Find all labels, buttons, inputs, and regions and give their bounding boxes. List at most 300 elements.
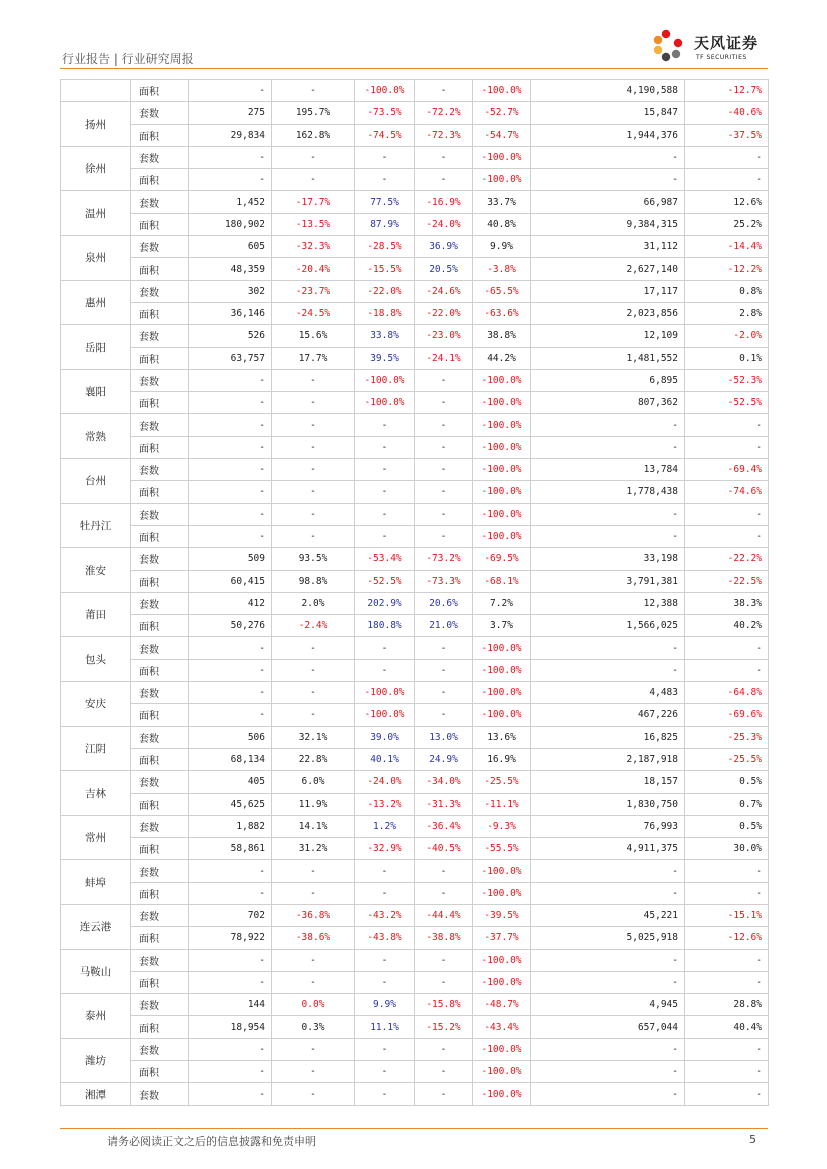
value-cell: 44.2% xyxy=(473,347,531,369)
value-cell: - xyxy=(415,704,473,726)
value-cell: - xyxy=(189,1038,272,1060)
value-cell: -100.0% xyxy=(473,860,531,882)
metric-label-cell: 面积 xyxy=(131,570,189,592)
value-cell: - xyxy=(415,860,473,882)
table-row xyxy=(61,481,769,503)
value-cell: 2,187,918 xyxy=(531,748,685,770)
value-cell: - xyxy=(189,169,272,191)
value-cell: - xyxy=(272,637,355,659)
value-cell: -100.0% xyxy=(355,80,415,102)
value-cell: 7.2% xyxy=(473,592,531,614)
value-cell: -22.2% xyxy=(685,548,769,570)
city-name-cell: 牡丹江 xyxy=(61,503,131,548)
metric-label-cell: 套数 xyxy=(131,1083,189,1105)
metric-label-cell: 套数 xyxy=(131,102,189,124)
value-cell: -18.8% xyxy=(355,302,415,324)
value-cell: 15.6% xyxy=(272,325,355,347)
value-cell: -22.0% xyxy=(415,302,473,324)
value-cell: 31.2% xyxy=(272,838,355,860)
table-row xyxy=(61,659,769,681)
value-cell: -24.0% xyxy=(415,213,473,235)
value-cell: 58,861 xyxy=(189,838,272,860)
value-cell: -69.4% xyxy=(685,459,769,481)
metric-label-cell: 套数 xyxy=(131,503,189,525)
value-cell: - xyxy=(531,436,685,458)
value-cell: -39.5% xyxy=(473,904,531,926)
value-cell: - xyxy=(685,971,769,993)
value-cell: 13,784 xyxy=(531,459,685,481)
table-row xyxy=(61,1038,769,1060)
metric-label-cell: 面积 xyxy=(131,347,189,369)
value-cell: 202.9% xyxy=(355,592,415,614)
city-name-cell: 惠州 xyxy=(61,280,131,325)
table-row xyxy=(61,146,769,168)
value-cell: - xyxy=(189,1083,272,1105)
value-cell: 40.1% xyxy=(355,748,415,770)
value-cell: 33.7% xyxy=(473,191,531,213)
value-cell: - xyxy=(272,146,355,168)
value-cell: -31.3% xyxy=(415,793,473,815)
metric-label-cell: 面积 xyxy=(131,1016,189,1038)
value-cell: - xyxy=(355,949,415,971)
value-cell: - xyxy=(415,659,473,681)
value-cell: - xyxy=(272,80,355,102)
value-cell: 13.6% xyxy=(473,726,531,748)
value-cell: -12.7% xyxy=(685,80,769,102)
value-cell: -100.0% xyxy=(473,436,531,458)
value-cell: 22.8% xyxy=(272,748,355,770)
city-name-cell: 温州 xyxy=(61,191,131,236)
value-cell: - xyxy=(531,949,685,971)
value-cell: - xyxy=(272,971,355,993)
city-name-cell: 泉州 xyxy=(61,236,131,281)
value-cell: 2.8% xyxy=(685,302,769,324)
table-row xyxy=(61,414,769,436)
value-cell: - xyxy=(531,414,685,436)
value-cell: 21.0% xyxy=(415,615,473,637)
table-row xyxy=(61,615,769,637)
value-cell: - xyxy=(415,459,473,481)
value-cell: -9.3% xyxy=(473,815,531,837)
value-cell: - xyxy=(531,525,685,547)
value-cell: 38.3% xyxy=(685,592,769,614)
value-cell: 9.9% xyxy=(473,236,531,258)
value-cell: - xyxy=(189,436,272,458)
value-cell: 48,359 xyxy=(189,258,272,280)
value-cell: - xyxy=(355,436,415,458)
metric-label-cell: 套数 xyxy=(131,414,189,436)
table-row xyxy=(61,1061,769,1083)
value-cell: -100.0% xyxy=(473,682,531,704)
value-cell: -13.2% xyxy=(355,793,415,815)
value-cell: - xyxy=(272,1038,355,1060)
city-name-cell: 扬州 xyxy=(61,102,131,147)
value-cell: 0.5% xyxy=(685,815,769,837)
city-name-cell: 台州 xyxy=(61,459,131,504)
value-cell: - xyxy=(355,1083,415,1105)
page-number: 5 xyxy=(749,1133,756,1146)
value-cell: - xyxy=(685,525,769,547)
value-cell: 180.8% xyxy=(355,615,415,637)
value-cell: 13.0% xyxy=(415,726,473,748)
value-cell: -100.0% xyxy=(473,971,531,993)
value-cell: - xyxy=(272,169,355,191)
value-cell: 77.5% xyxy=(355,191,415,213)
value-cell: - xyxy=(189,369,272,391)
value-cell: 1.2% xyxy=(355,815,415,837)
value-cell: -22.0% xyxy=(355,280,415,302)
value-cell: -12.6% xyxy=(685,927,769,949)
value-cell: - xyxy=(272,503,355,525)
value-cell: - xyxy=(531,971,685,993)
value-cell: -72.2% xyxy=(415,102,473,124)
value-cell: - xyxy=(685,503,769,525)
table-row xyxy=(61,392,769,414)
value-cell: - xyxy=(531,860,685,882)
value-cell: -72.3% xyxy=(415,124,473,146)
value-cell: - xyxy=(685,882,769,904)
table-row xyxy=(61,258,769,280)
value-cell: -100.0% xyxy=(473,1061,531,1083)
city-name-cell xyxy=(61,80,131,102)
value-cell: -43.2% xyxy=(355,904,415,926)
value-cell: - xyxy=(272,659,355,681)
metric-label-cell: 套数 xyxy=(131,682,189,704)
value-cell: -53.4% xyxy=(355,548,415,570)
value-cell: -17.7% xyxy=(272,191,355,213)
value-cell: 0.5% xyxy=(685,771,769,793)
value-cell: 3.7% xyxy=(473,615,531,637)
value-cell: 0.7% xyxy=(685,793,769,815)
value-cell: - xyxy=(355,525,415,547)
company-logo xyxy=(652,26,768,66)
value-cell: -52.5% xyxy=(685,392,769,414)
value-cell: -34.0% xyxy=(415,771,473,793)
value-cell: 467,226 xyxy=(531,704,685,726)
metric-label-cell: 套数 xyxy=(131,1038,189,1060)
value-cell: -100.0% xyxy=(355,682,415,704)
footer-divider xyxy=(60,1128,768,1129)
value-cell: 11.1% xyxy=(355,1016,415,1038)
header-divider xyxy=(60,68,768,69)
value-cell: - xyxy=(415,414,473,436)
value-cell: 807,362 xyxy=(531,392,685,414)
table-row xyxy=(61,280,769,302)
value-cell: 12.6% xyxy=(685,191,769,213)
value-cell: -69.6% xyxy=(685,704,769,726)
value-cell: -100.0% xyxy=(473,169,531,191)
value-cell: - xyxy=(189,637,272,659)
value-cell: -74.5% xyxy=(355,124,415,146)
value-cell: -25.5% xyxy=(685,748,769,770)
value-cell: -36.4% xyxy=(415,815,473,837)
value-cell: - xyxy=(415,436,473,458)
value-cell: 180,902 xyxy=(189,213,272,235)
table-row xyxy=(61,904,769,926)
value-cell: 78,922 xyxy=(189,927,272,949)
value-cell: -25.3% xyxy=(685,726,769,748)
metric-label-cell: 面积 xyxy=(131,436,189,458)
table-row xyxy=(61,1016,769,1038)
value-cell: - xyxy=(355,459,415,481)
value-cell: -100.0% xyxy=(473,459,531,481)
value-cell: 20.5% xyxy=(415,258,473,280)
city-name-cell: 湘潭 xyxy=(61,1083,131,1105)
metric-label-cell: 套数 xyxy=(131,637,189,659)
value-cell: -100.0% xyxy=(355,704,415,726)
value-cell: - xyxy=(355,971,415,993)
value-cell: -38.8% xyxy=(415,927,473,949)
value-cell: -40.5% xyxy=(415,838,473,860)
value-cell: -74.6% xyxy=(685,481,769,503)
value-cell: -52.5% xyxy=(355,570,415,592)
value-cell: 657,044 xyxy=(531,1016,685,1038)
value-cell: -68.1% xyxy=(473,570,531,592)
value-cell: -52.3% xyxy=(685,369,769,391)
value-cell: - xyxy=(272,882,355,904)
value-cell: - xyxy=(355,860,415,882)
metric-label-cell: 套数 xyxy=(131,815,189,837)
value-cell: - xyxy=(189,392,272,414)
table-row xyxy=(61,503,769,525)
value-cell: -64.8% xyxy=(685,682,769,704)
value-cell: 0.3% xyxy=(272,1016,355,1038)
metric-label-cell: 套数 xyxy=(131,949,189,971)
city-name-cell: 江阴 xyxy=(61,726,131,771)
value-cell: 24.9% xyxy=(415,748,473,770)
table-row xyxy=(61,793,769,815)
metric-label-cell: 面积 xyxy=(131,392,189,414)
value-cell: - xyxy=(685,637,769,659)
value-cell: - xyxy=(415,146,473,168)
value-cell: - xyxy=(189,860,272,882)
table-row xyxy=(61,548,769,570)
value-cell: 526 xyxy=(189,325,272,347)
value-cell: 16.9% xyxy=(473,748,531,770)
table-row xyxy=(61,682,769,704)
value-cell: -100.0% xyxy=(473,637,531,659)
value-cell: -100.0% xyxy=(473,146,531,168)
value-cell: 2,627,140 xyxy=(531,258,685,280)
city-name-cell: 蚌埠 xyxy=(61,860,131,905)
metric-label-cell: 套数 xyxy=(131,548,189,570)
value-cell: - xyxy=(685,1083,769,1105)
value-cell: -20.4% xyxy=(272,258,355,280)
metric-label-cell: 面积 xyxy=(131,882,189,904)
value-cell: - xyxy=(415,1061,473,1083)
value-cell: 2,023,856 xyxy=(531,302,685,324)
value-cell: -13.5% xyxy=(272,213,355,235)
value-cell: -2.0% xyxy=(685,325,769,347)
city-name-cell: 包头 xyxy=(61,637,131,682)
value-cell: -100.0% xyxy=(473,659,531,681)
value-cell: 40.8% xyxy=(473,213,531,235)
table-row xyxy=(61,927,769,949)
value-cell: 506 xyxy=(189,726,272,748)
value-cell: - xyxy=(355,637,415,659)
value-cell: -100.0% xyxy=(355,369,415,391)
city-name-cell: 连云港 xyxy=(61,904,131,949)
metric-label-cell: 套数 xyxy=(131,904,189,926)
value-cell: 29,834 xyxy=(189,124,272,146)
value-cell: - xyxy=(415,949,473,971)
value-cell: 275 xyxy=(189,102,272,124)
value-cell: -37.7% xyxy=(473,927,531,949)
value-cell: - xyxy=(355,1038,415,1060)
table-row xyxy=(61,592,769,614)
value-cell: 36,146 xyxy=(189,302,272,324)
value-cell: 9.9% xyxy=(355,994,415,1016)
logo-chinese-name: 天风证券 xyxy=(694,34,759,52)
value-cell: 17,117 xyxy=(531,280,685,302)
table-row xyxy=(61,815,769,837)
table-row xyxy=(61,860,769,882)
table-row xyxy=(61,369,769,391)
value-cell: -28.5% xyxy=(355,236,415,258)
city-name-cell: 莆田 xyxy=(61,592,131,637)
metric-label-cell: 面积 xyxy=(131,213,189,235)
value-cell: - xyxy=(272,1061,355,1083)
table-row xyxy=(61,1083,769,1105)
table-row xyxy=(61,704,769,726)
value-cell: 2.0% xyxy=(272,592,355,614)
value-cell: - xyxy=(189,949,272,971)
value-cell: -100.0% xyxy=(473,1038,531,1060)
value-cell: - xyxy=(189,525,272,547)
value-cell: - xyxy=(272,860,355,882)
metric-label-cell: 面积 xyxy=(131,971,189,993)
table-row xyxy=(61,994,769,1016)
metric-label-cell: 面积 xyxy=(131,481,189,503)
metric-label-cell: 套数 xyxy=(131,280,189,302)
value-cell: -40.6% xyxy=(685,102,769,124)
value-cell: -25.5% xyxy=(473,771,531,793)
value-cell: - xyxy=(685,949,769,971)
value-cell: - xyxy=(531,169,685,191)
value-cell: -52.7% xyxy=(473,102,531,124)
value-cell: 45,221 xyxy=(531,904,685,926)
table-row xyxy=(61,570,769,592)
value-cell: - xyxy=(355,481,415,503)
value-cell: -16.9% xyxy=(415,191,473,213)
value-cell: 302 xyxy=(189,280,272,302)
metric-label-cell: 面积 xyxy=(131,525,189,547)
city-name-cell: 潍坊 xyxy=(61,1038,131,1083)
value-cell: 1,882 xyxy=(189,815,272,837)
table-row xyxy=(61,459,769,481)
value-cell: -69.5% xyxy=(473,548,531,570)
table-row xyxy=(61,882,769,904)
value-cell: - xyxy=(415,882,473,904)
value-cell: -100.0% xyxy=(473,525,531,547)
value-cell: 3,791,381 xyxy=(531,570,685,592)
value-cell: - xyxy=(189,146,272,168)
value-cell: 509 xyxy=(189,548,272,570)
metric-label-cell: 面积 xyxy=(131,748,189,770)
city-housing-data-table xyxy=(60,79,769,1106)
value-cell: -100.0% xyxy=(473,369,531,391)
value-cell: - xyxy=(189,459,272,481)
value-cell: -73.2% xyxy=(415,548,473,570)
value-cell: -15.2% xyxy=(415,1016,473,1038)
value-cell: 14.1% xyxy=(272,815,355,837)
value-cell: 12,388 xyxy=(531,592,685,614)
value-cell: -37.5% xyxy=(685,124,769,146)
value-cell: 1,452 xyxy=(189,191,272,213)
value-cell: -3.8% xyxy=(473,258,531,280)
value-cell: - xyxy=(189,481,272,503)
report-header-title: 行业报告 | 行业研究周报 xyxy=(62,52,194,66)
table-row xyxy=(61,748,769,770)
value-cell: -55.5% xyxy=(473,838,531,860)
value-cell: 40.4% xyxy=(685,1016,769,1038)
value-cell: - xyxy=(272,682,355,704)
table-row xyxy=(61,169,769,191)
value-cell: - xyxy=(272,1083,355,1105)
value-cell: - xyxy=(189,682,272,704)
metric-label-cell: 面积 xyxy=(131,615,189,637)
value-cell: 31,112 xyxy=(531,236,685,258)
value-cell: - xyxy=(415,682,473,704)
value-cell: 38.8% xyxy=(473,325,531,347)
value-cell: 18,954 xyxy=(189,1016,272,1038)
value-cell: -36.8% xyxy=(272,904,355,926)
value-cell: 6.0% xyxy=(272,771,355,793)
table-row xyxy=(61,213,769,235)
metric-label-cell: 套数 xyxy=(131,236,189,258)
value-cell: - xyxy=(272,369,355,391)
value-cell: 32.1% xyxy=(272,726,355,748)
table-row xyxy=(61,637,769,659)
value-cell: 9,384,315 xyxy=(531,213,685,235)
value-cell: - xyxy=(355,1061,415,1083)
table-row xyxy=(61,436,769,458)
table-row xyxy=(61,80,769,102)
value-cell: - xyxy=(189,1061,272,1083)
metric-label-cell: 面积 xyxy=(131,302,189,324)
value-cell: 0.0% xyxy=(272,994,355,1016)
value-cell: - xyxy=(685,169,769,191)
value-cell: -100.0% xyxy=(473,1083,531,1105)
metric-label-cell: 套数 xyxy=(131,771,189,793)
table-row xyxy=(61,525,769,547)
value-cell: - xyxy=(531,1083,685,1105)
city-name-cell: 吉林 xyxy=(61,771,131,816)
value-cell: 50,276 xyxy=(189,615,272,637)
value-cell: 5,025,918 xyxy=(531,927,685,949)
value-cell: 39.5% xyxy=(355,347,415,369)
footer-disclaimer: 请务必阅读正文之后的信息披露和免责申明 xyxy=(107,1135,316,1148)
table-row xyxy=(61,102,769,124)
value-cell: 605 xyxy=(189,236,272,258)
table-row xyxy=(61,726,769,748)
value-cell: - xyxy=(189,971,272,993)
value-cell: -100.0% xyxy=(473,503,531,525)
city-name-cell: 襄阳 xyxy=(61,369,131,414)
value-cell: 36.9% xyxy=(415,236,473,258)
value-cell: -73.5% xyxy=(355,102,415,124)
value-cell: -15.5% xyxy=(355,258,415,280)
value-cell: 66,987 xyxy=(531,191,685,213)
value-cell: 1,778,438 xyxy=(531,481,685,503)
value-cell: - xyxy=(189,414,272,436)
value-cell: -32.3% xyxy=(272,236,355,258)
value-cell: -100.0% xyxy=(473,882,531,904)
value-cell: - xyxy=(272,459,355,481)
value-cell: -65.5% xyxy=(473,280,531,302)
value-cell: -24.5% xyxy=(272,302,355,324)
value-cell: -23.0% xyxy=(415,325,473,347)
